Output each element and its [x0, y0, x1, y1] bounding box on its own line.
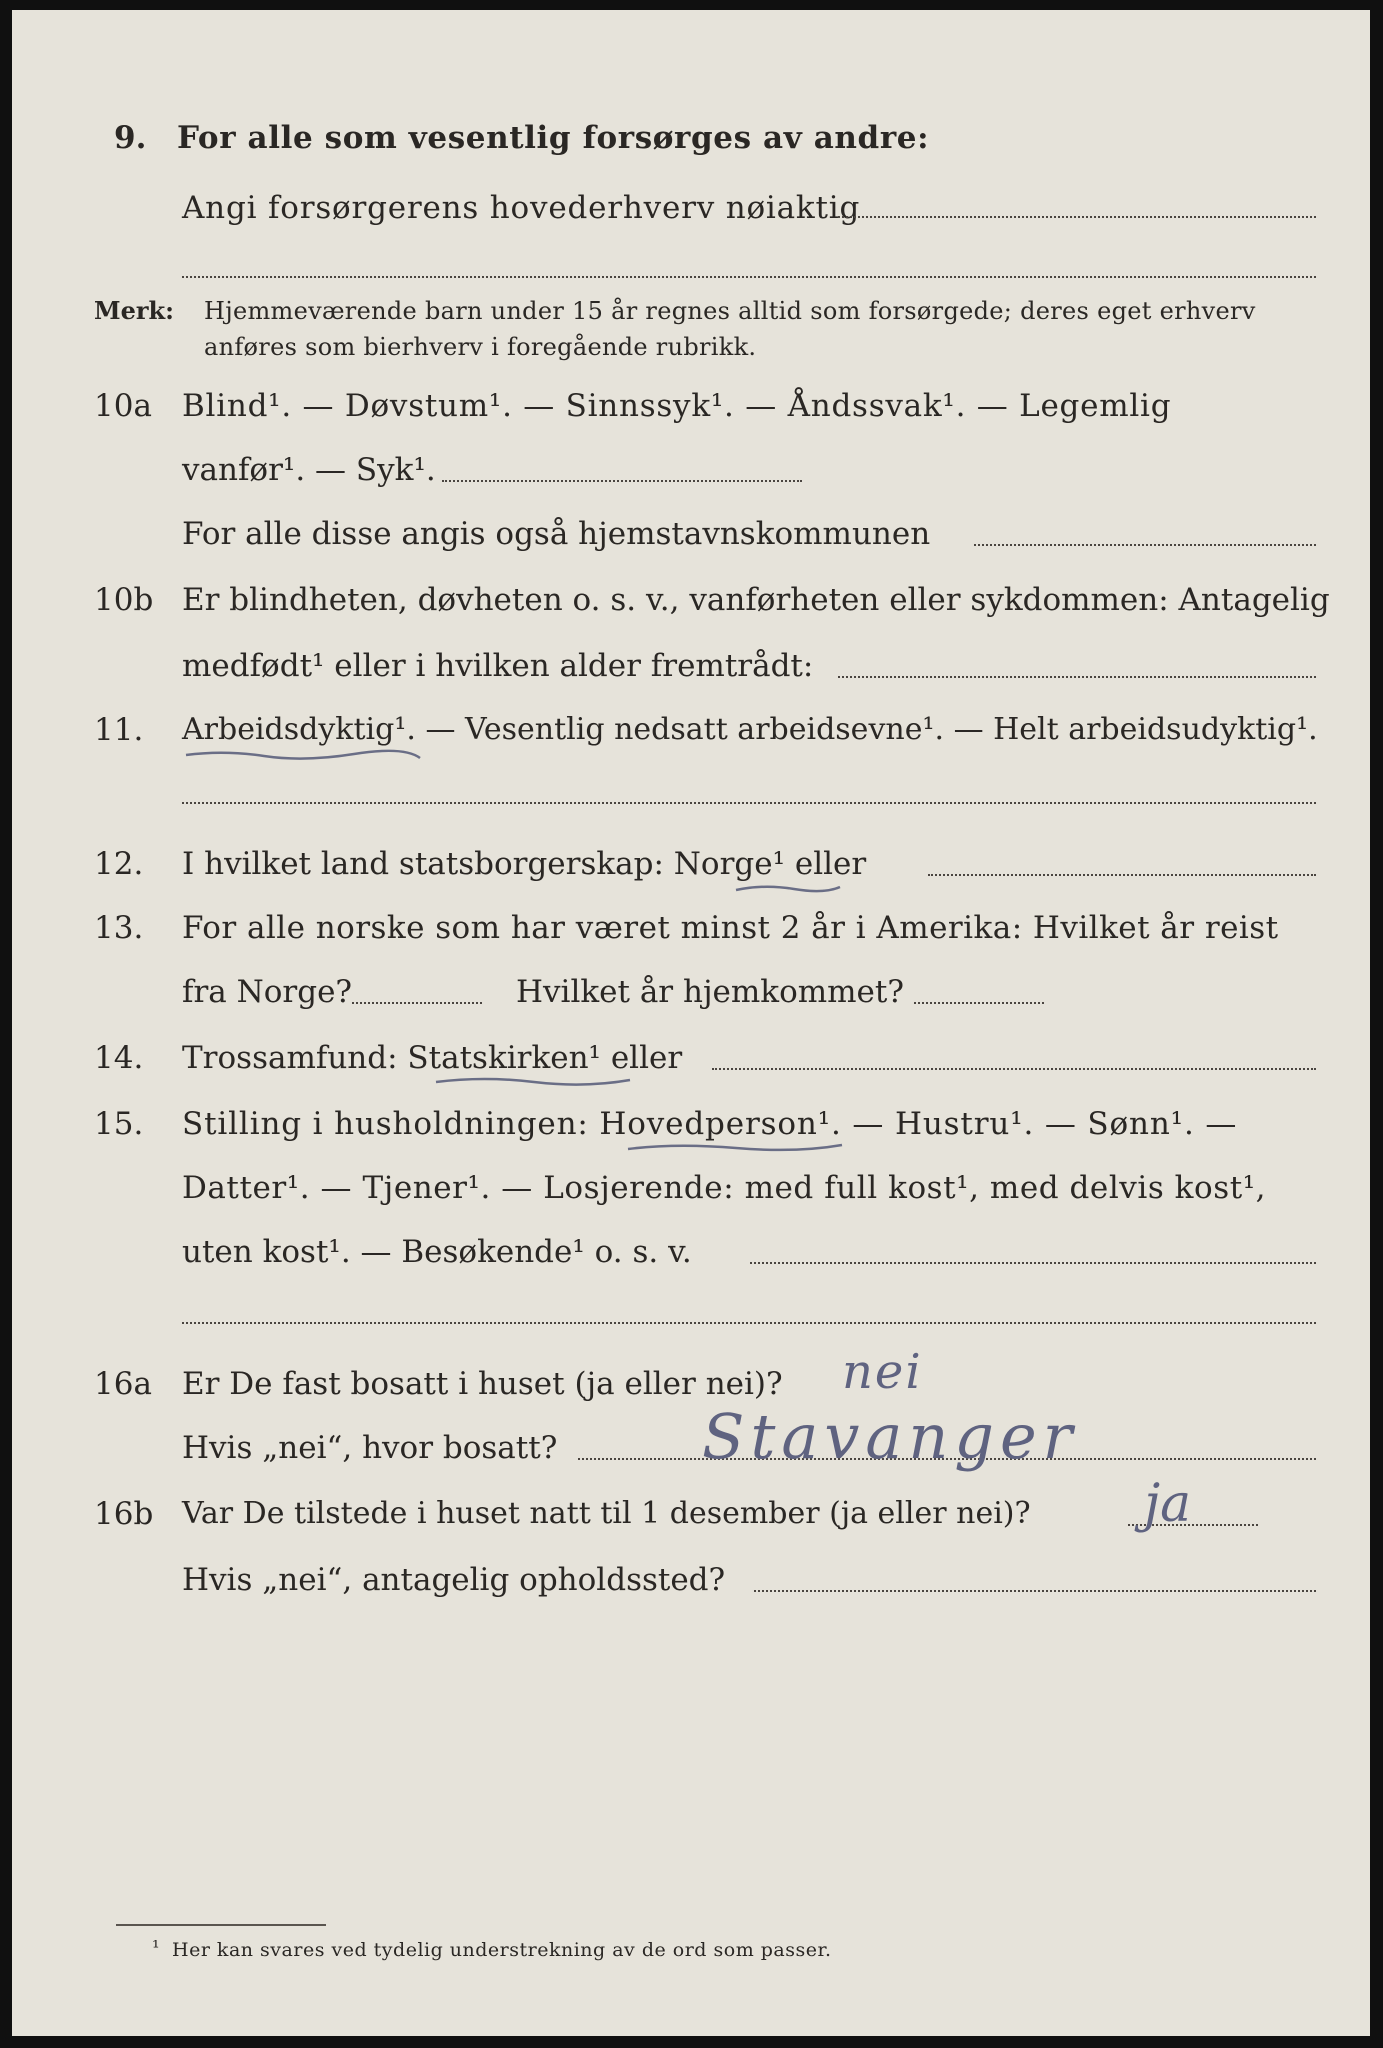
q15-answer-line-2[interactable] [182, 1322, 1316, 1324]
q15-handwritten-underline [626, 1138, 846, 1158]
q10a-hjemstavn-answer-line[interactable] [974, 544, 1316, 546]
q13-line-1: For alle norske som har været minst 2 år i Amerika: Hvilket år reist [182, 910, 1279, 946]
q12-answer-line[interactable] [928, 874, 1316, 876]
q16b-number: 16b [94, 1496, 154, 1532]
q9-answer-line-2[interactable] [182, 276, 1316, 278]
q13-number: 13. [94, 910, 144, 946]
q16b-answer-1-handwritten: ja [1144, 1474, 1192, 1534]
q11-answer-line[interactable] [182, 802, 1316, 804]
q12-line-1: I hvilket land statsborgerskap: Norge¹ eller [182, 846, 867, 882]
q10a-line-1: Blind¹. — Døvstum¹. — Sinnssyk¹. — Åndssvak¹. — Legemlig [182, 388, 1172, 424]
q15-line-3: uten kost¹. — Besøkende¹ o. s. v. [182, 1234, 692, 1270]
q12-number: 12. [94, 846, 144, 882]
q10a-number: 10a [94, 388, 152, 424]
merk-line-1: Hjemmeværende barn under 15 år regnes alltid som forsørgede; deres eget erhverv [204, 297, 1256, 325]
q10b-line-2: medfødt¹ eller i hvilken alder fremtrådt: [182, 648, 814, 684]
q9-number: 9. [114, 120, 147, 156]
form-page [12, 10, 1370, 2036]
q15-number: 15. [94, 1106, 144, 1142]
q13-line-2a: fra Norge? [182, 974, 353, 1010]
q14-line-1: Trossamfund: Statskirken¹ eller [182, 1040, 683, 1076]
q16b-line-1: Var De tilstede i huset natt til 1 desember (ja eller nei)? [182, 1496, 1031, 1531]
q12-handwritten-underline [734, 878, 844, 898]
q10a-line-3: For alle disse angis også hjemstavnskommunen [182, 516, 931, 552]
q10a-line-2: vanfør¹. — Syk¹. [182, 452, 436, 488]
q9-heading: For alle som vesentlig forsørges av andre: [177, 120, 930, 156]
merk-line-2: anføres som bierhverv i foregående rubrikk. [204, 333, 757, 361]
q9-answer-line[interactable] [838, 216, 1316, 218]
q13-line-2b: Hvilket år hjemkommet? [516, 974, 904, 1010]
q10b-answer-line[interactable] [838, 676, 1316, 678]
q11-line-1: Arbeidsdyktig¹. — Vesentlig nedsatt arbeidsevne¹. — Helt arbeidsudyktig¹. [182, 712, 1318, 747]
q15-line-2: Datter¹. — Tjener¹. — Losjerende: med full kost¹, med delvis kost¹, [182, 1170, 1267, 1206]
q16a-answer-1-handwritten: nei [842, 1344, 923, 1400]
footnote-rule [116, 1924, 326, 1926]
q16a-line-2: Hvis „nei“, hvor bosatt? [182, 1430, 558, 1466]
q15-answer-line[interactable] [750, 1262, 1316, 1264]
q10a-syk-answer-line[interactable] [442, 480, 802, 482]
q11-handwritten-underline [184, 746, 424, 766]
merk-label: Merk: [94, 296, 174, 325]
q11-number: 11. [94, 712, 144, 748]
q9-line: Angi forsørgerens hovederhverv nøiaktig [182, 190, 861, 226]
q10b-line-1: Er blindheten, døvheten o. s. v., vanførheten eller sykdommen: Antagelig [182, 582, 1330, 618]
q14-answer-line[interactable] [712, 1068, 1316, 1070]
q15-line-1: Stilling i husholdningen: Hovedperson¹. — Hustru¹. — Sønn¹. — [182, 1106, 1238, 1142]
q14-handwritten-underline [434, 1072, 634, 1092]
q16a-line-1: Er De fast bosatt i huset (ja eller nei)? [182, 1366, 783, 1402]
q14-number: 14. [94, 1040, 144, 1076]
q13-hjemkommet-answer-line[interactable] [914, 1002, 1044, 1004]
footnote-text: Her kan svares ved tydelig understrekning av de ord som passer. [172, 1939, 832, 1961]
q10b-number: 10b [94, 582, 154, 618]
q16b-line-2: Hvis „nei“, antagelig opholdssted? [182, 1562, 726, 1598]
q16b-answer-line[interactable] [754, 1590, 1316, 1592]
q13-reist-answer-line[interactable] [352, 1002, 482, 1004]
q16a-answer-2-handwritten: Stavanger [702, 1400, 1079, 1473]
footnote-mark: ¹ [152, 1937, 160, 1959]
q16a-number: 16a [94, 1366, 152, 1402]
